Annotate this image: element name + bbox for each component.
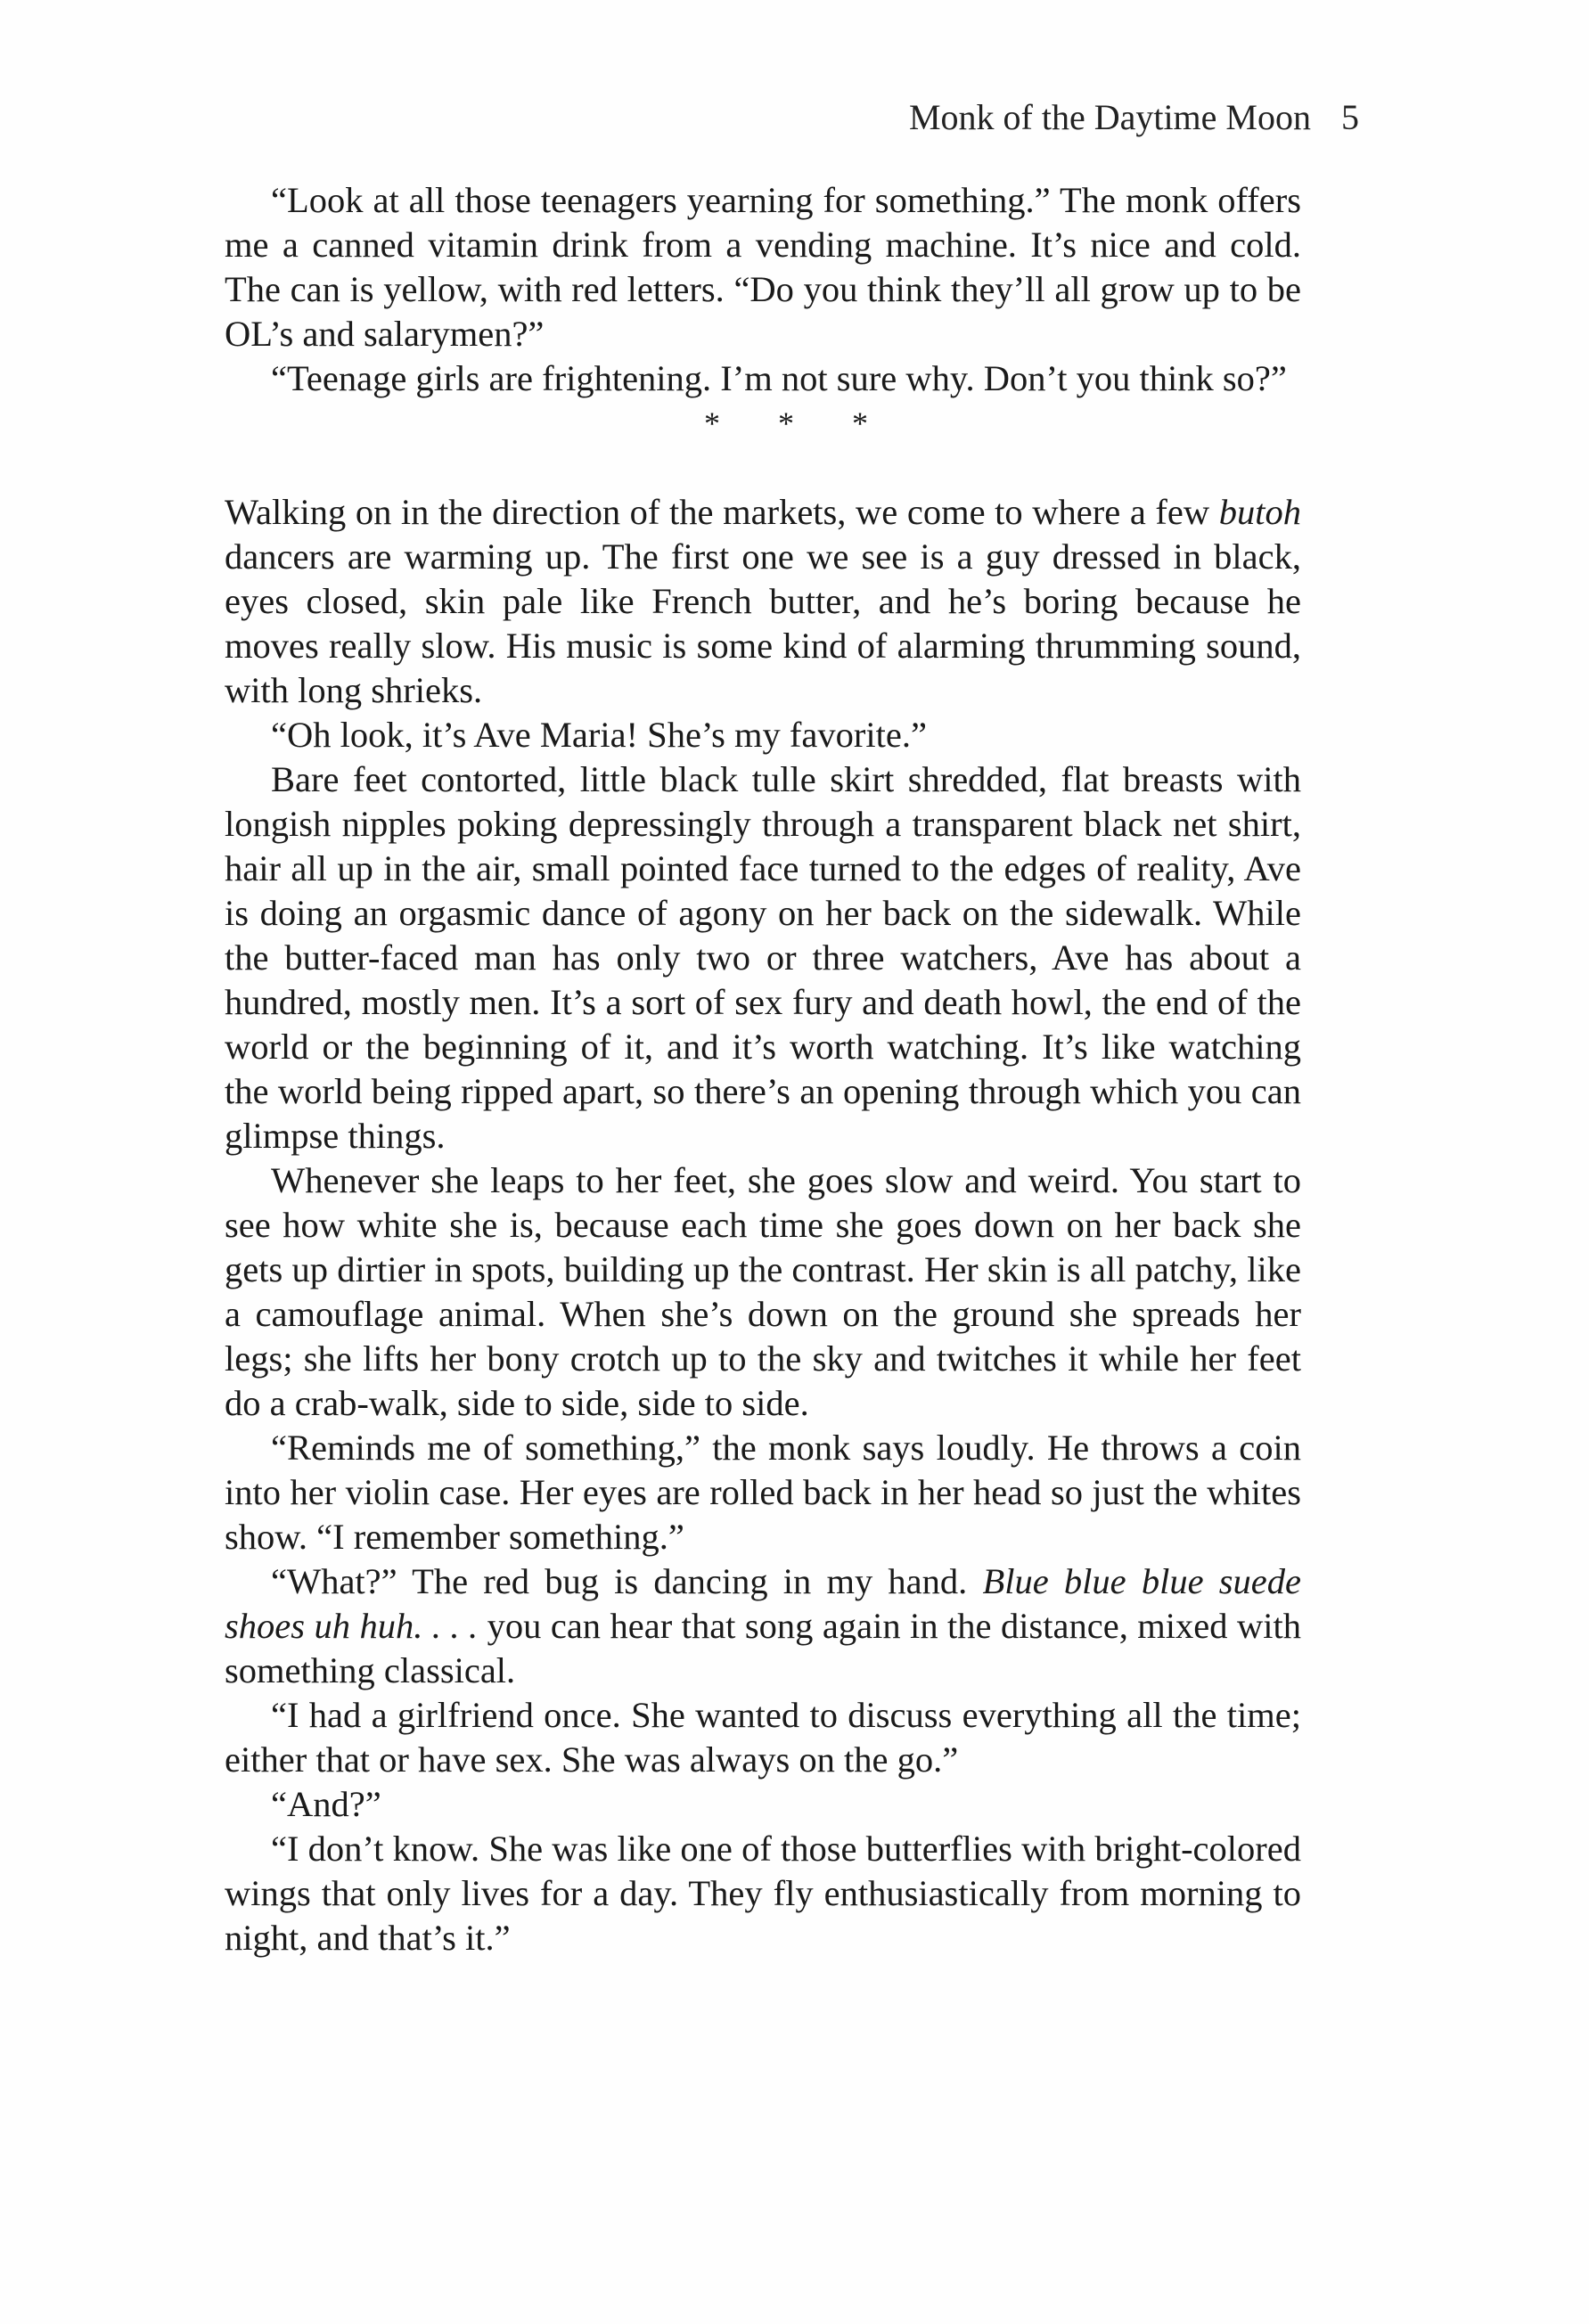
paragraph: “I don’t know. She was like one of those butterflies with bright-colored wings that only lives for a day. They fly enthusiastically from morning to night, and that’s it.” (225, 1829, 1301, 1958)
paragraph: Whenever she leaps to her feet, she goes slow and weird. You start to see how white she is, because each time she goes down on her back she gets up dirtier in spots, building up the contrast. Her skin is all patchy, like a camouflage animal. When she’s down on the ground she spreads her legs; she lifts her bony crotch up to the sky and twitches it while her feet do a crab-walk, side to side, side to side. (225, 1160, 1301, 1423)
paragraph: “Look at all those teenagers yearning for something.” The monk offers me a canned vitamin drink from a vending machine. It’s nice and cold. The can is yellow, with red letters. “Do you think they’ll all grow up to be OL’s and salarymen?” (225, 180, 1301, 354)
paragraph: “Oh look, it’s Ave Maria! She’s my favorite.” (271, 715, 927, 755)
paragraph: “I had a girlfriend once. She wanted to discuss everything all the time; either that or have sex. She was always on the go.” (225, 1695, 1301, 1780)
paragraph (225, 1559, 1301, 1693)
paragraph-text: “What?” The red bug is dancing in my hand. (271, 1561, 983, 1601)
italic-text: Blue blue blue suede shoes uh huh. . . . (225, 1561, 1301, 1646)
running-head (223, 94, 1359, 141)
paragraph-text: you can hear that song again in the distance, mixed with something classical. (225, 1606, 1301, 1690)
paragraph: “Teenage girls are frightening. I’m not sure why. Don’t you think so?” (271, 358, 1287, 398)
running-title: Monk of the Daytime Moon (908, 97, 1311, 137)
paragraph: “And?” (271, 1784, 381, 1824)
paragraph (225, 490, 1301, 713)
body-text (225, 178, 1301, 1960)
paragraph: Bare feet contorted, little black tulle skirt shredded, flat breasts with longish nipples poking depressingly through a transparent black net shirt, hair all up in the air, small pointed face turned to the edges of reality, Ave is doing an orgasmic dance of agony on her back on the sidewalk. While the butter-faced man has only two or three watchers, Ave has about a hundred, mostly men. It’s a sort of sex fury and death howl, the end of the world or the beginning of it, and it’s worth watching. It’s like watching the world being ripped apart, so there’s an opening through which you can glimpse things. (225, 759, 1301, 1156)
paragraph-text: Walking on in the direction of the markets, we come to where a few (225, 492, 1219, 532)
scene-break: * * * (704, 405, 893, 441)
paragraph-text: dancers are warming up. The first one we see is a guy dressed in black, eyes closed, skin pale like French butter, and he’s boring because he moves really slow. His music is some kind of alarming thrumming sound, with long shrieks. (225, 536, 1301, 710)
italic-text: butoh (1218, 492, 1301, 532)
page-number: 5 (1341, 97, 1359, 137)
paragraph: “Reminds me of something,” the monk says loudly. He throws a coin into her violin case. Her eyes are rolled back in her head so just the whites show. “I remember something.” (225, 1428, 1301, 1557)
